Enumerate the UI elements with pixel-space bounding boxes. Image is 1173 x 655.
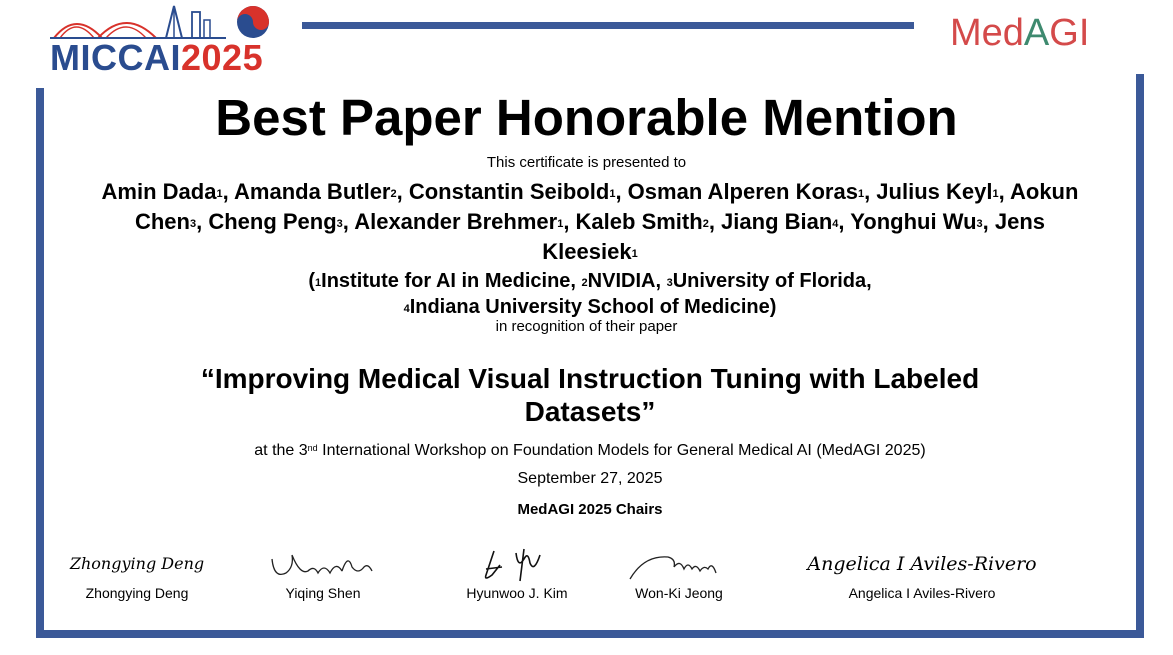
author-affiliation-number: 3 (976, 218, 983, 230)
affiliation-entry (667, 270, 867, 292)
author-name: Jiang Bian (721, 209, 833, 234)
author-name: Osman Alperen Koras (627, 179, 858, 204)
author-name: Alexander Brehmer (354, 209, 558, 234)
affiliation-name: University of Florida (672, 270, 867, 292)
medagi-logo-med: Med (950, 12, 1024, 54)
author-entry (628, 179, 864, 204)
author-entry (876, 179, 998, 204)
author-affiliation-number: 3 (336, 218, 343, 230)
affiliation-name: Indiana University School of Medicine (409, 296, 770, 318)
chair-name: Angelica I Aviles-Rivero (848, 585, 996, 601)
recognition-text: in recognition of their paper (495, 318, 678, 335)
author-entry (850, 209, 982, 234)
author-entry (234, 179, 397, 204)
author-affiliation-number: 3 (189, 218, 197, 230)
miccai-name: MICCAI (50, 37, 181, 78)
chair-name: Yiqing Shen (285, 585, 361, 601)
author-entry (354, 209, 563, 234)
workshop-prefix: at the 3 (254, 442, 308, 459)
affiliation-number: 3 (666, 277, 673, 289)
signature-block-kim (442, 545, 592, 625)
presented-to-text: This certificate is presented to (486, 154, 687, 171)
chairs-heading: MedAGI 2025 Chairs (517, 501, 663, 518)
author-affiliation-number: 4 (832, 218, 839, 230)
author-affiliation-number: 1 (609, 188, 616, 200)
workshop-suffix: International Workshop on Foundation Models for General Medical AI (MedAGI 2025) (317, 442, 926, 459)
signature-shen (268, 545, 378, 583)
signature-jeong (624, 545, 734, 583)
miccai-logo (46, 2, 278, 78)
signature-block-jeong (604, 545, 754, 625)
paper-title: “Improving Medical Visual Instruction Tuning with Labeled Datasets” (200, 363, 980, 427)
chair-name: Won-Ki Jeong (635, 585, 723, 601)
affiliation-entry (582, 270, 656, 292)
affiliation-number: 4 (403, 303, 410, 315)
header-divider-bar (302, 22, 914, 29)
affiliation-number: 2 (581, 277, 588, 289)
medagi-logo (950, 14, 1089, 52)
medagi-logo-gi: GI (1049, 12, 1090, 54)
author-name: Constantin Seibold (408, 179, 610, 204)
author-entry (721, 209, 838, 234)
author-name: Cheng Peng (208, 209, 337, 234)
signature-block-shen (248, 545, 398, 625)
signature-block-deng (62, 545, 212, 625)
signature-kim (472, 545, 562, 583)
author-entry (409, 179, 616, 204)
chair-name: Hyunwoo J. Kim (466, 585, 568, 601)
author-affiliation-number: 1 (216, 188, 223, 200)
author-affiliation-number: 2 (702, 218, 709, 230)
certificate-title: Best Paper Honorable Mention (215, 89, 958, 146)
author-name: Jens Kleesiek (542, 209, 1046, 264)
author-affiliation-number: 1 (557, 218, 564, 230)
author-entry (576, 209, 709, 234)
affiliation-entry (315, 270, 570, 292)
signature-block-aviles-rivero (782, 545, 1062, 625)
signature-deng: Zhongying Deng (69, 554, 205, 573)
author-name: Amanda Butler (234, 179, 391, 204)
author-affiliation-number: 1 (631, 248, 638, 260)
signature-aviles-rivero: Angelica I Aviles-Rivero (807, 553, 1037, 575)
certificate-date: September 27, 2025 (517, 470, 663, 487)
author-name: Julius Keyl (876, 179, 993, 204)
affiliation-list: ($^1$Institute for AI in Medicine, $^2$NVIDIA, $^3$University of Florida, $^4$Indiana University School of Medicine) (308, 270, 872, 318)
author-name: Kaleb Smith (575, 209, 703, 234)
medagi-logo-a: A (1023, 12, 1050, 54)
certificate-border-bottom (36, 630, 1144, 638)
author-list: Amin Dada$^1$, Amanda Butler$^2$, Constantin Seibold$^1$, Osman Alperen Koras$^1$, Julius Keyl$^1$, Aokun Chen$^3$, Cheng Peng$^3$, Alexander Brehmer$^1$, Kaleb Smith$^2$, Jiang Bian$^4$, Yonghui Wu$^3$, Jens Kleesiek$^1$ (101, 179, 1079, 264)
workshop-line (0, 442, 1173, 460)
miccai-year: 2025 (181, 37, 264, 78)
author-name: Amin Dada (101, 179, 217, 204)
affiliation-number: 1 (315, 277, 322, 289)
affiliation-name: NVIDIA (587, 270, 656, 292)
author-affiliation-number: 2 (390, 188, 397, 200)
author-name: Yonghui Wu (850, 209, 977, 234)
miccai-wordmark (50, 37, 264, 78)
affiliation-entry (404, 296, 770, 318)
author-affiliation-number: 1 (857, 188, 865, 200)
workshop-ordinal: nd (307, 443, 318, 453)
author-affiliation-number: 1 (992, 188, 999, 200)
author-entry (102, 179, 223, 204)
miccai-skyline-icon (46, 2, 278, 42)
author-entry (208, 209, 342, 234)
chair-name: Zhongying Deng (85, 585, 189, 601)
author-name: Aokun Chen (134, 179, 1079, 234)
affiliation-name: Institute for AI in Medicine (321, 270, 571, 292)
